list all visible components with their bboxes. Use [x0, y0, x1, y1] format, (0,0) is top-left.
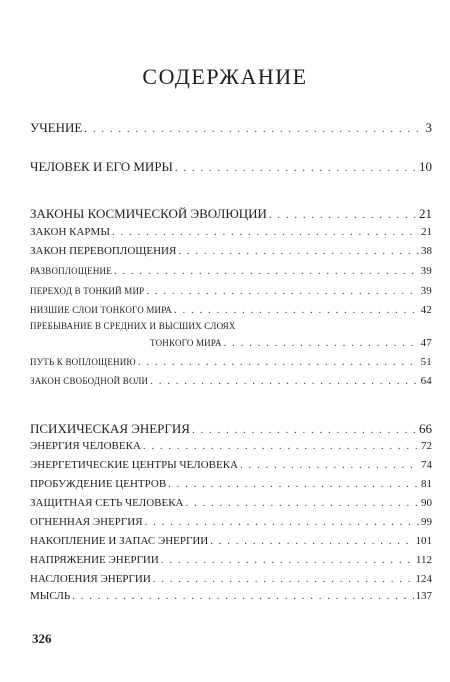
toc-entry-uchenie — [30, 120, 432, 136]
toc-entry-page: 90 — [421, 497, 432, 509]
toc-entry-label: НАСЛОЕНИЯ ЭНЕРГИИ — [30, 573, 151, 585]
toc-entry-label: ЗАКОН ПЕРЕВОПЛОЩЕНИЯ — [30, 245, 177, 257]
toc-entry-page: 42 — [420, 304, 432, 316]
page-number: 326 — [32, 631, 52, 646]
toc-entry-page: 38 — [421, 245, 432, 257]
toc-entry-label: ПЕРЕХОД В ТОНКИЙ МИР — [30, 286, 145, 296]
toc-entry-napryazhenie — [30, 554, 432, 566]
leader-dots — [224, 337, 419, 349]
toc-entry-continuation: ТОНКОГО МИРА — [150, 338, 222, 348]
leader-dots — [192, 424, 417, 436]
toc-entry-karma — [30, 226, 432, 238]
toc-entry-label: ПРЕБЫВАНИЕ В СРЕДНИХ И ВЫСШИХ СЛОЯХ — [30, 321, 236, 331]
leader-dots — [150, 375, 418, 387]
leader-dots — [112, 226, 419, 238]
toc-entry-label: НАПРЯЖЕНИЕ ЭНЕРГИИ — [30, 554, 159, 566]
toc-entry-page: 21 — [421, 226, 432, 238]
toc-entry-page: 124 — [415, 573, 432, 585]
leader-dots — [161, 554, 414, 566]
leader-dots — [175, 162, 417, 174]
leader-dots — [72, 590, 413, 602]
toc-entry-nizshie-sloi — [30, 304, 432, 316]
toc-entry-page: 99 — [421, 516, 432, 528]
toc-entry-perevoploshchenie — [30, 245, 432, 257]
toc-entry-label: ПУТЬ К ВОПЛОЩЕНИЮ — [30, 357, 136, 367]
toc-entry-label: ОГНЕННАЯ ЭНЕРГИЯ — [30, 516, 143, 528]
leader-dots — [145, 516, 419, 528]
leader-dots — [146, 285, 418, 297]
toc-entry-label: ЗАЩИТНАЯ СЕТЬ ЧЕЛОВЕКА — [30, 497, 184, 509]
toc-entry-prebyvanie — [30, 321, 432, 331]
toc-entry-page: 137 — [415, 590, 432, 602]
leader-dots — [114, 265, 419, 277]
page-title: СОДЕРЖАНИЕ — [142, 64, 308, 89]
leader-dots — [138, 356, 419, 368]
toc-entry-label: ПРОБУЖДЕНИЕ ЦЕНТРОВ — [30, 478, 167, 490]
toc-entry-energiya-cheloveka — [30, 440, 432, 452]
toc-entry-svobodnaya-volya — [30, 375, 432, 387]
toc-entry-psikhicheskaya-energiya — [30, 421, 432, 437]
toc-entry-page: 64 — [420, 375, 432, 387]
toc-entry-label: ПСИХИЧЕСКАЯ ЭНЕРГИЯ — [30, 421, 190, 436]
toc-entry-label: ЭНЕРГЕТИЧЕСКИЕ ЦЕНТРЫ ЧЕЛОВЕКА — [30, 459, 238, 471]
toc-entry-razvoploshchenie — [30, 265, 432, 277]
leader-dots — [240, 459, 419, 471]
toc-entry-label: ЗАКОН КАРМЫ — [30, 226, 110, 238]
toc-entry-label: УЧЕНИЕ — [30, 120, 83, 135]
toc-entry-prebyvanie-continuation — [150, 337, 432, 349]
toc-entry-page: 101 — [415, 535, 432, 547]
leader-dots — [210, 535, 413, 547]
toc-entry-label: НАКОПЛЕНИЕ И ЗАПАС ЭНЕРГИИ — [30, 535, 209, 547]
toc-entry-nasloeniya — [30, 573, 432, 585]
toc-entry-page: 72 — [421, 440, 432, 452]
toc-entry-zashchitnaya-set — [30, 497, 432, 509]
toc-entry-label: ЗАКОН СВОБОДНОЙ ВОЛИ — [30, 376, 149, 386]
leader-dots — [168, 478, 419, 490]
toc-entry-label: ЭНЕРГИЯ ЧЕЛОВЕКА — [30, 440, 141, 452]
toc-entry-probuzhdenie — [30, 478, 432, 490]
leader-dots — [269, 209, 417, 221]
toc-entry-label: ЧЕЛОВЕК И ЕГО МИРЫ — [30, 159, 173, 174]
toc-entry-label: ЗАКОНЫ КОСМИЧЕСКОЙ ЭВОЛЮЦИИ — [30, 206, 267, 221]
toc-entry-zakony — [30, 206, 432, 222]
toc-entry-label: РАЗВОПЛОЩЕНИЕ — [30, 266, 112, 276]
toc-entry-page: 39 — [420, 265, 432, 277]
toc-entry-page: 39 — [420, 285, 432, 297]
toc-entry-ognennaya — [30, 516, 432, 528]
toc-entry-page: 47 — [420, 337, 432, 349]
toc-entry-label: МЫСЛЬ — [30, 590, 71, 602]
toc-entry-page: 66 — [419, 421, 432, 436]
toc-entry-page: 21 — [419, 206, 432, 221]
toc-entry-put — [30, 356, 432, 368]
toc-entry-page: 74 — [421, 459, 432, 471]
leader-dots — [174, 304, 419, 316]
leader-dots — [84, 123, 423, 135]
toc-entry-label: НИЗШИЕ СЛОИ ТОНКОГО МИРА — [30, 305, 173, 315]
toc-entry-page: 10 — [419, 159, 432, 174]
toc-entry-page: 3 — [425, 120, 432, 135]
toc-entry-page: 81 — [421, 478, 432, 490]
toc-entry-chelovek — [30, 159, 432, 175]
toc-entry-nakoplenie — [30, 535, 432, 547]
toc-entry-page: 112 — [415, 554, 432, 566]
toc-entry-mysl — [30, 590, 432, 602]
toc-entry-page: 51 — [420, 356, 432, 368]
leader-dots — [186, 497, 420, 509]
leader-dots — [153, 573, 414, 585]
toc-entry-energeticheskie-tsentry — [30, 459, 432, 471]
toc-entry-perekhod — [30, 285, 432, 297]
leader-dots — [143, 440, 419, 452]
leader-dots — [178, 245, 419, 257]
